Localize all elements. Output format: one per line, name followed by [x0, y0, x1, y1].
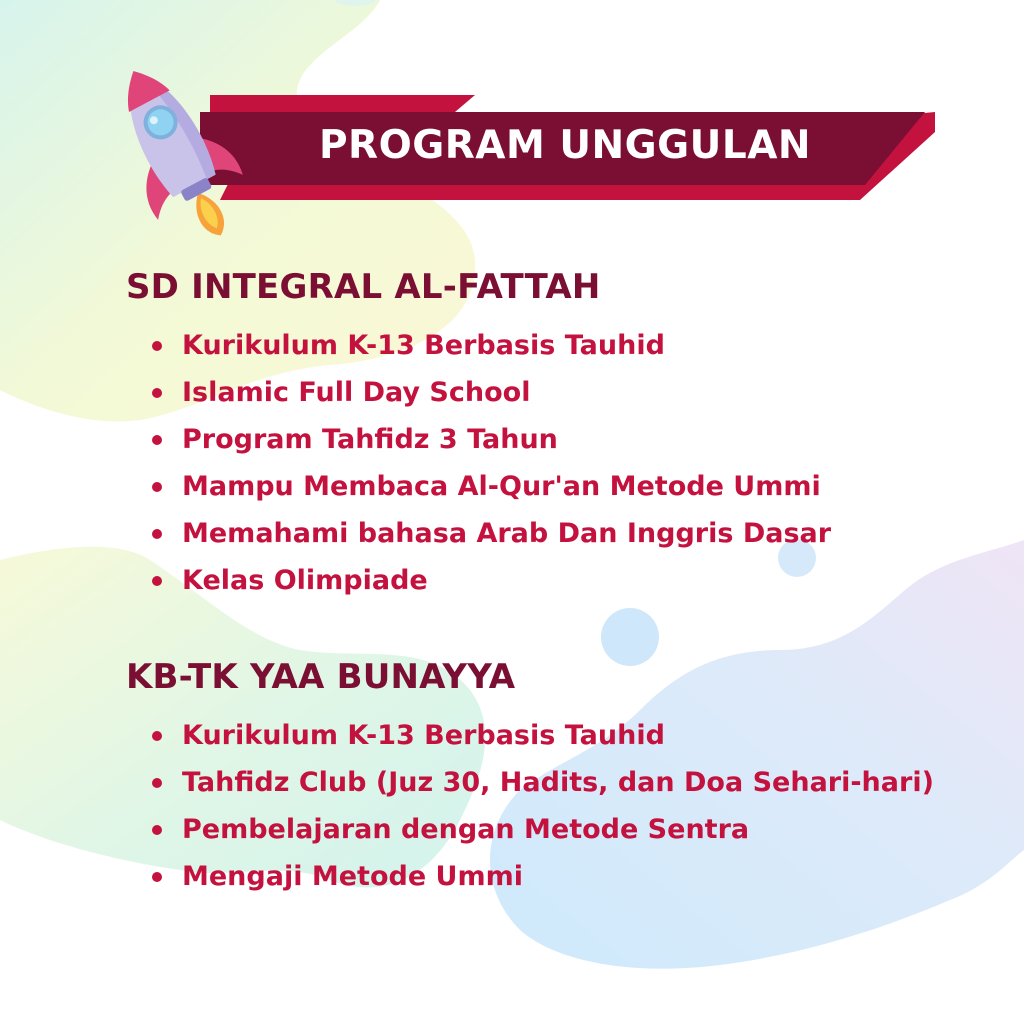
- list-item-label: Mampu Membaca Al-Qur'an Metode Ummi: [182, 471, 821, 502]
- list-item: [126, 806, 934, 853]
- list-item: [126, 853, 934, 900]
- list-item-label: Tahfidz Club (Juz 30, Hadits, dan Doa Sehari-hari): [182, 767, 934, 798]
- section-title: SD INTEGRAL AL-FATTAH: [126, 267, 601, 307]
- bullet-dot: [152, 435, 162, 445]
- list-item: [126, 510, 831, 557]
- bullet-dot: [152, 529, 162, 539]
- section-sd-integral: [126, 262, 831, 604]
- list-item: [126, 759, 934, 806]
- list-item-label: Kurikulum K-13 Berbasis Tauhid: [182, 330, 665, 361]
- banner-title: PROGRAM UNGGULAN: [318, 123, 812, 168]
- section-title: KB-TK YAA BUNAYYA: [126, 657, 516, 697]
- program-list: [126, 712, 934, 900]
- rocket-icon: [100, 45, 250, 240]
- list-item-label: Mengaji Metode Ummi: [182, 861, 523, 892]
- list-item-label: Kurikulum K-13 Berbasis Tauhid: [182, 720, 665, 751]
- bullet-dot: [152, 341, 162, 351]
- list-item: [126, 463, 831, 510]
- list-item-label: Program Tahfidz 3 Tahun: [182, 424, 558, 455]
- list-item-label: Memahami bahasa Arab Dan Inggris Dasar: [182, 518, 832, 549]
- bullet-dot: [152, 778, 162, 788]
- bullet-dot: [152, 388, 162, 398]
- bullet-dot: [152, 482, 162, 492]
- list-item: [126, 712, 934, 759]
- list-item: [126, 557, 831, 604]
- bullet-dot: [152, 731, 162, 741]
- list-item: [126, 369, 831, 416]
- list-item-label: Pembelajaran dengan Metode Sentra: [182, 814, 750, 845]
- section-kb-tk: [126, 652, 934, 900]
- list-item: [126, 416, 831, 463]
- bullet-dot: [152, 825, 162, 835]
- list-item-label: Kelas Olimpiade: [182, 565, 428, 596]
- bullet-dot: [152, 576, 162, 586]
- list-item: [126, 322, 831, 369]
- bullet-dot: [152, 872, 162, 882]
- list-item-label: Islamic Full Day School: [182, 377, 531, 408]
- program-list: [126, 322, 831, 604]
